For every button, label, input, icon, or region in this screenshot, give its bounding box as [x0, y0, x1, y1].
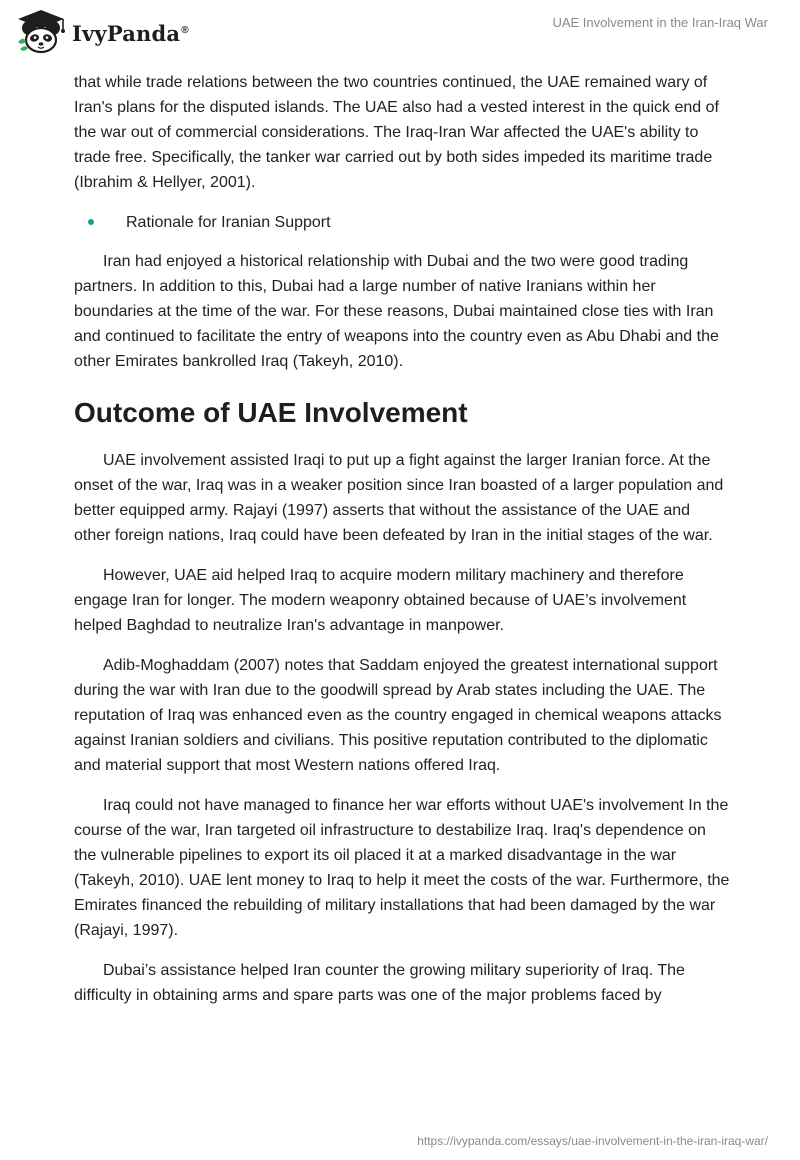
bullet-label: Rationale for Iranian Support — [126, 214, 331, 231]
outcome-paragraph: Dubai’s assistance helped Iran counter the growing military superiority of Iraq. The difficulty in obtaining arms and spare parts was one of the major problems faced by — [74, 962, 685, 1004]
page-header — [0, 0, 800, 62]
ivypanda-logo[interactable] — [14, 8, 189, 56]
intro-paragraph: that while trade relations between the two countries continued, the UAE remained wary of Iran's plans for the disputed islands. The UAE also had a vested interest in the quick end of the war out of commercial considerations. The Iraq-Iran War affected the UAE's ability to trade free. Specifically, the tanker war carried out by both sides impeded its maritime trade (Ibrahim & Hellyer, 2001). — [74, 74, 719, 191]
rationale-paragraph: Iran had enjoyed a historical relationship with Dubai and the two were good trading partners. In addition to this, Dubai had a large number of native Iranians within her boundaries at the time of the war. For these reasons, Dubai maintained close ties with Iran and continued to facilitate the entry of weapons into the country even as Abu Dhabi and the other Emirates bankrolled Iraq (Takeyh, 2010). — [74, 253, 719, 370]
brand-name: IvyPanda® — [72, 20, 189, 46]
outcome-paragraph: UAE involvement assisted Iraqi to put up a fight against the larger Iranian force. At the onset of the war, Iraq was in a weaker position since Iran boasted of a larger population and better equipped army. Rajayi (1997) asserts that without the assistance of the UAE and other foreign nations, Iraq could have been defeated by Iran in the initial stages of the war. — [74, 452, 724, 544]
outcome-paragraph: However, UAE aid helped Iraq to acquire modern military machinery and therefore engage Iran for longer. The modern weaponry obtained because of UAE’s involvement helped Baghdad to neutralize Iran's advantage in manpower. — [74, 567, 687, 634]
essay-content — [74, 70, 730, 1023]
registered-mark: ® — [181, 24, 189, 36]
document-title: UAE Involvement in the Iran-Iraq War — [552, 15, 768, 30]
bullet-item-rationale — [74, 210, 730, 235]
outcome-paragraph: Adib-Moghaddam (2007) notes that Saddam enjoyed the greatest international support during the war with Iran due to the goodwill spread by Arab states including the UAE. The reputation of Iraq was enhanced even as the country engaged in chemical weapons attacks against Iranian soldiers and civilians. This positive reputation contributed to the diplomatic and material support that most Western nations offered Iraq. — [74, 657, 722, 774]
panda-graduate-icon — [14, 8, 68, 56]
bullet-list — [74, 210, 730, 235]
bullet-dot-icon — [88, 219, 94, 225]
section-heading: Outcome of UAE Involvement — [74, 397, 468, 428]
footer-source-url[interactable]: https://ivypanda.com/essays/uae-involvement-in-the-iran-iraq-war/ — [417, 1134, 768, 1148]
outcome-paragraph: Iraq could not have managed to finance her war efforts without UAE's involvement In the course of the war, Iran targeted oil infrastructure to destabilize Iraq. Iraq's dependence on the vulnerable pipelines to export its oil placed it at a marked disadvantage in the war (Takeyh, 2010). UAE lent money to Iraq to help it meet the costs of the war. Furthermore, the Emirates financed the rebuilding of military installations that had been damaged by the war (Rajayi, 1997). — [74, 797, 730, 939]
